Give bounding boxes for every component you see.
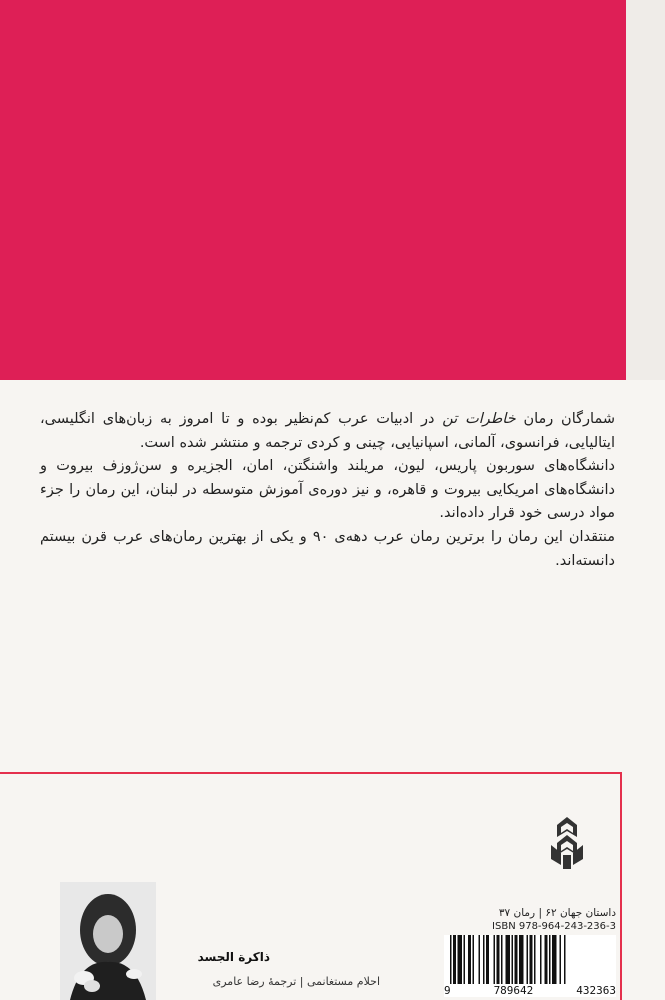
barcode-bar bbox=[552, 935, 557, 985]
barcode-bar bbox=[512, 935, 514, 985]
barcode-bar bbox=[519, 935, 524, 985]
barcode-bar bbox=[534, 935, 536, 985]
barcode-bar bbox=[473, 935, 475, 985]
barcode-bar bbox=[486, 935, 489, 985]
cover-color-block bbox=[0, 0, 626, 380]
barcode-bar bbox=[564, 935, 566, 985]
barcode-bar bbox=[501, 935, 503, 985]
barcode-bar bbox=[479, 935, 481, 985]
series-info: داستان جهان ۶۲ | رمان ۳۷ bbox=[498, 907, 616, 919]
barcode bbox=[444, 935, 616, 990]
barcode-bar bbox=[527, 935, 529, 985]
barcode-digits bbox=[444, 984, 616, 997]
back-cover-blurb bbox=[40, 408, 615, 573]
blurb-paragraph-1 bbox=[40, 408, 615, 455]
author-photo bbox=[60, 882, 156, 1000]
barcode-bar bbox=[515, 935, 518, 985]
barcode-bar bbox=[458, 935, 463, 985]
barcode-bar bbox=[450, 935, 452, 985]
barcode-digit-group: 789642 bbox=[493, 984, 534, 997]
page-edge bbox=[626, 0, 665, 380]
original-arabic-title: ذاكرة الجسد bbox=[197, 950, 270, 964]
barcode-bar bbox=[468, 935, 471, 985]
publisher-logo-icon bbox=[543, 815, 591, 871]
barcode-bar bbox=[483, 935, 485, 985]
barcode-bar bbox=[540, 935, 542, 985]
barcode-bar bbox=[453, 935, 456, 985]
barcode-bar bbox=[530, 935, 533, 985]
isbn: ISBN 978-964-243-236-3 bbox=[492, 921, 616, 932]
book-title-inline: خاطرات تن bbox=[442, 411, 516, 427]
barcode-bar bbox=[545, 935, 548, 985]
barcode-bar bbox=[497, 935, 500, 985]
blurb-text: شمارگان رمان bbox=[515, 411, 615, 427]
horizontal-rule bbox=[0, 772, 622, 774]
vertical-rule bbox=[620, 772, 622, 1000]
blurb-text: در ادبیات عرب کم‌نظیر بوده و تا امروز به زبان‌های انگلیسی، ایتالیایی، فرانسوی، آلمانی، اسپانیایی، چینی و کردی ترجمه و منتشر شده است. bbox=[40, 411, 615, 451]
barcode-bar bbox=[549, 935, 551, 985]
barcode-bar bbox=[506, 935, 511, 985]
blurb-paragraph-3: منتقدان این رمان را برترین رمان عرب دهه‌ی ۹۰ و یکی از بهترین رمان‌های عرب قرن بیستم دانسته‌اند. bbox=[40, 528, 615, 569]
barcode-bar bbox=[560, 935, 562, 985]
barcode-digit-group: 9 bbox=[444, 984, 451, 997]
barcode-bar bbox=[494, 935, 496, 985]
blurb-paragraph-2: دانشگاه‌های سوربون پاریس، لیون، مریلند واشنگتن، امان، الجزیره و سن‌ژوزف بیروت و دانشگاه‌های امریکایی بیروت و قاهره، و نیز دوره‌ی آموزش متوسطه در لبنان، این رمان را جزء مواد درسی خود قرار داده‌اند. bbox=[40, 458, 615, 522]
author-translator-credit: احلام مستغانمی | ترجمهٔ رضا عامری bbox=[212, 975, 380, 988]
barcode-digit-group: 432363 bbox=[576, 984, 616, 997]
barcode-bar bbox=[464, 935, 466, 985]
